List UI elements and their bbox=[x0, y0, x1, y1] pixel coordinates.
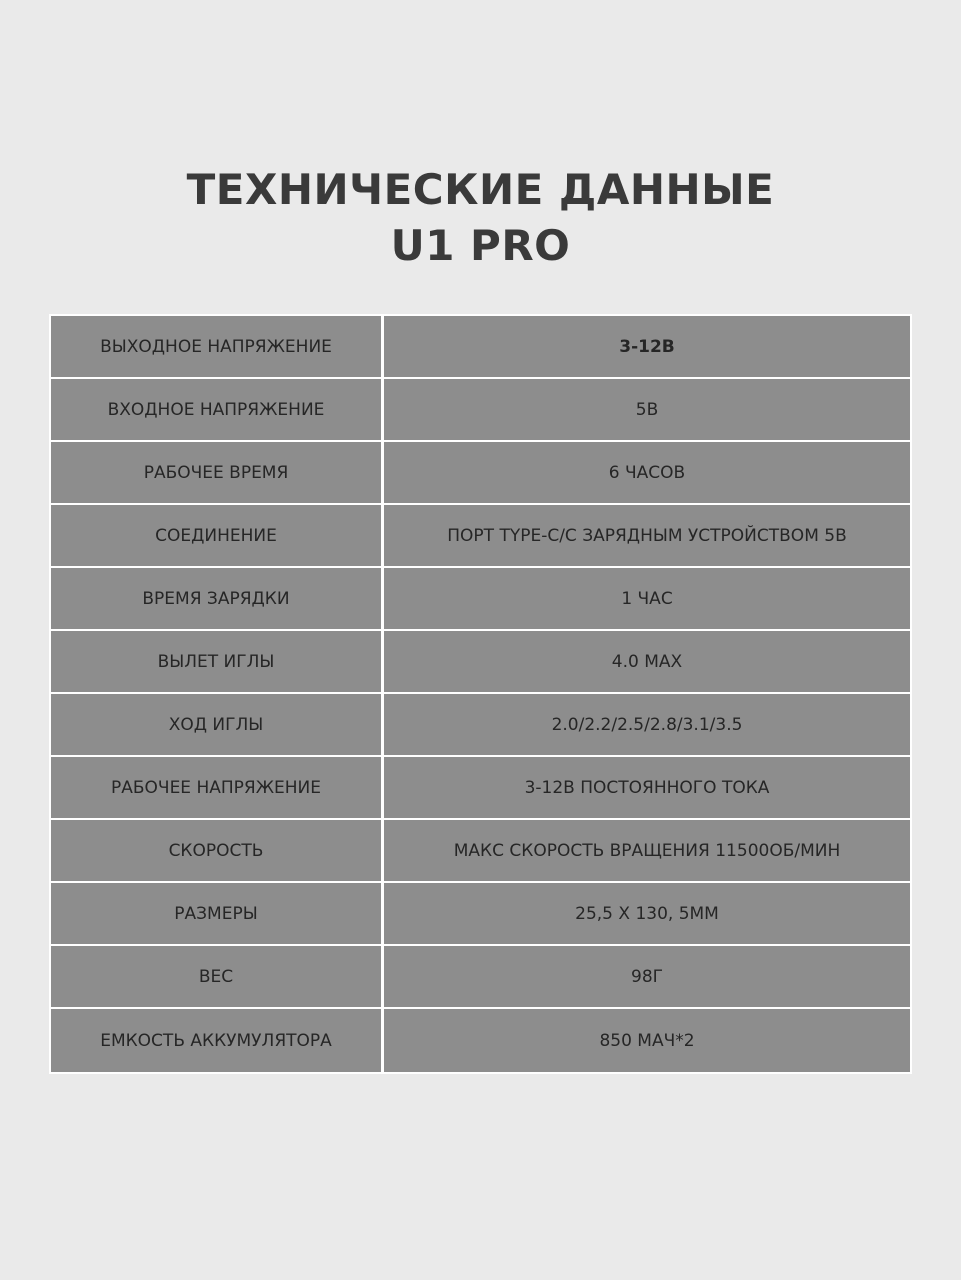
spec-label: РАБОЧЕЕ НАПРЯЖЕНИЕ bbox=[51, 757, 384, 820]
spec-value: МАКС СКОРОСТЬ ВРАЩЕНИЯ 11500ОБ/МИН bbox=[384, 820, 910, 883]
spec-row-battery-capacity bbox=[51, 1009, 910, 1072]
spec-label: СОЕДИНЕНИЕ bbox=[51, 505, 384, 568]
title-line-1: ТЕХНИЧЕСКИЕ ДАННЫЕ bbox=[186, 165, 775, 214]
spec-label: ВРЕМЯ ЗАРЯДКИ bbox=[51, 568, 384, 631]
spec-value: 5В bbox=[384, 379, 910, 442]
spec-row-dimensions bbox=[51, 883, 910, 946]
spec-label: ВЫЛЕТ ИГЛЫ bbox=[51, 631, 384, 694]
spec-value: 4.0 MAX bbox=[384, 631, 910, 694]
spec-row-working-time bbox=[51, 442, 910, 505]
spec-value: 2.0/2.2/2.5/2.8/3.1/3.5 bbox=[384, 694, 910, 757]
spec-row-weight bbox=[51, 946, 910, 1009]
spec-value: 3-12В ПОСТОЯННОГО ТОКА bbox=[384, 757, 910, 820]
spec-value: 98Г bbox=[384, 946, 910, 1009]
page-title bbox=[0, 162, 961, 274]
spec-value: 6 ЧАСОВ bbox=[384, 442, 910, 505]
spec-label: ВХОДНОЕ НАПРЯЖЕНИЕ bbox=[51, 379, 384, 442]
spec-row-speed bbox=[51, 820, 910, 883]
spec-label: СКОРОСТЬ bbox=[51, 820, 384, 883]
spec-label: РАЗМЕРЫ bbox=[51, 883, 384, 946]
spec-row-input-voltage bbox=[51, 379, 910, 442]
spec-value: ПОРТ TYPE-C/С ЗАРЯДНЫМ УСТРОЙСТВОМ 5В bbox=[384, 505, 910, 568]
spec-value: 850 МАЧ*2 bbox=[384, 1009, 910, 1072]
spec-table bbox=[49, 314, 912, 1074]
spec-value: 25,5 Х 130, 5ММ bbox=[384, 883, 910, 946]
spec-row-connection bbox=[51, 505, 910, 568]
spec-value: 3-12В bbox=[384, 316, 910, 379]
spec-label: ЕМКОСТЬ АККУМУЛЯТОРА bbox=[51, 1009, 384, 1072]
title-line-2: U1 PRO bbox=[390, 221, 571, 270]
spec-row-operating-voltage bbox=[51, 757, 910, 820]
spec-label: ХОД ИГЛЫ bbox=[51, 694, 384, 757]
spec-label: ВЫХОДНОЕ НАПРЯЖЕНИЕ bbox=[51, 316, 384, 379]
spec-row-output-voltage bbox=[51, 316, 910, 379]
spec-row-needle-reach bbox=[51, 631, 910, 694]
spec-label: ВЕС bbox=[51, 946, 384, 1009]
spec-label: РАБОЧЕЕ ВРЕМЯ bbox=[51, 442, 384, 505]
spec-row-charging-time bbox=[51, 568, 910, 631]
spec-value: 1 ЧАС bbox=[384, 568, 910, 631]
spec-row-stroke bbox=[51, 694, 910, 757]
